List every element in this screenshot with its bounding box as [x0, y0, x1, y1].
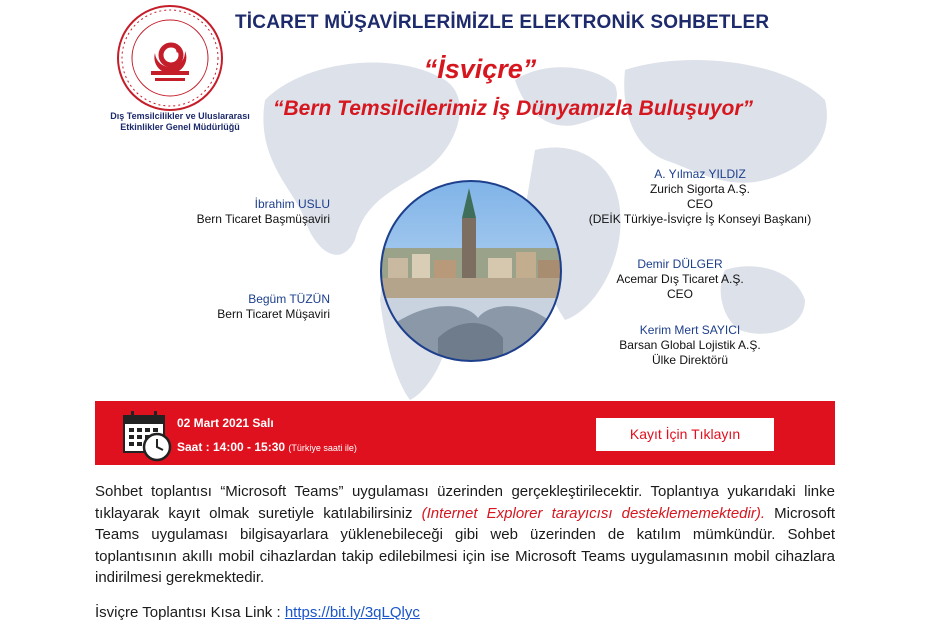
speaker-kerim-mert-sayici	[605, 323, 775, 368]
event-time	[177, 440, 357, 454]
speaker-company: Zurich Sigorta A.Ş.	[649, 182, 751, 196]
zurich-city-photo	[378, 178, 564, 364]
event-subtitle: “Bern Temsilcilerimiz İş Dünyamızla Buluşuyor”	[273, 97, 754, 120]
browser-note: (Internet Explorer tarayıcısı desteklememektedir).	[421, 504, 766, 522]
speaker-name: A. Yılmaz YILDIZ	[654, 167, 746, 181]
speaker-company: Acemar Dış Ticaret A.Ş.	[616, 272, 744, 286]
speaker-title: Ülke Direktörü	[651, 353, 729, 367]
unit-name	[100, 111, 260, 133]
country-title: “İsviçre”	[423, 54, 537, 84]
speaker-role: (DEİK Türkiye-İsviçre İş Konseyi Başkanı)	[588, 212, 812, 226]
event-timezone: (Türkiye saati ile)	[288, 443, 357, 453]
page-title: TİCARET MÜŞAVİRLERİMİZLE ELEKTRONİK SOHBETLER	[235, 12, 770, 33]
ministry-seal-logo	[115, 3, 225, 113]
short-link[interactable]: https://bit.ly/3qLQlyc	[284, 604, 420, 621]
speaker-title: Bern Ticaret Müşaviri	[217, 307, 330, 321]
description-paragraph	[95, 481, 835, 589]
speaker-yilmaz-yildiz	[580, 167, 820, 227]
short-link-label: İsviçre Toplantısı Kısa Link :	[95, 604, 285, 621]
description-text-2: Microsoft Teams uygulaması bilgisayarlara yüklenebileceği gibi web üzerinden de katılım mümkündür. Sohbet toplantısının akıllı mobil cihazlardan takip edilebilmesi için ise Microsoft Teams uygulamasının mobil cihazlara indirilmesi gerekmektedir.	[95, 504, 835, 586]
speaker-name: Demir DÜLGER	[637, 257, 723, 271]
register-button[interactable]: Kayıt İçin Tıklayın	[596, 418, 774, 451]
speaker-title: CEO	[686, 197, 713, 211]
speaker-name: Kerim Mert SAYICI	[639, 323, 741, 337]
event-time-value: Saat : 14:00 - 15:30	[177, 440, 286, 454]
calendar-clock-icon	[122, 410, 172, 462]
speaker-demir-dulger	[600, 257, 760, 302]
short-link-line	[95, 604, 420, 621]
event-date: 02 Mart 2021 Salı	[177, 416, 274, 430]
speaker-name: Begüm TÜZÜN	[248, 292, 330, 306]
speaker-company: Barsan Global Lojistik A.Ş.	[619, 338, 761, 352]
description-text-1: Sohbet toplantısı “Microsoft Teams” uygulaması üzerinden gerçekleştirilecektir. Toplantıya yukarıdaki linke tıklayarak kayıt olmak suretiyle katılabilirsiniz	[95, 483, 835, 522]
speaker-name: İbrahim USLU	[254, 197, 330, 211]
speaker-begum-tuzun	[170, 292, 330, 322]
speaker-ibrahim-uslu	[170, 197, 330, 227]
speaker-title: Bern Ticaret Başmüşaviri	[196, 212, 330, 226]
unit-name-line2: Etkinlikler Genel Müdürlüğü	[120, 122, 240, 132]
speaker-title: CEO	[666, 287, 693, 301]
unit-name-line1: Dış Temsilcilikler ve Uluslararası	[110, 111, 250, 121]
